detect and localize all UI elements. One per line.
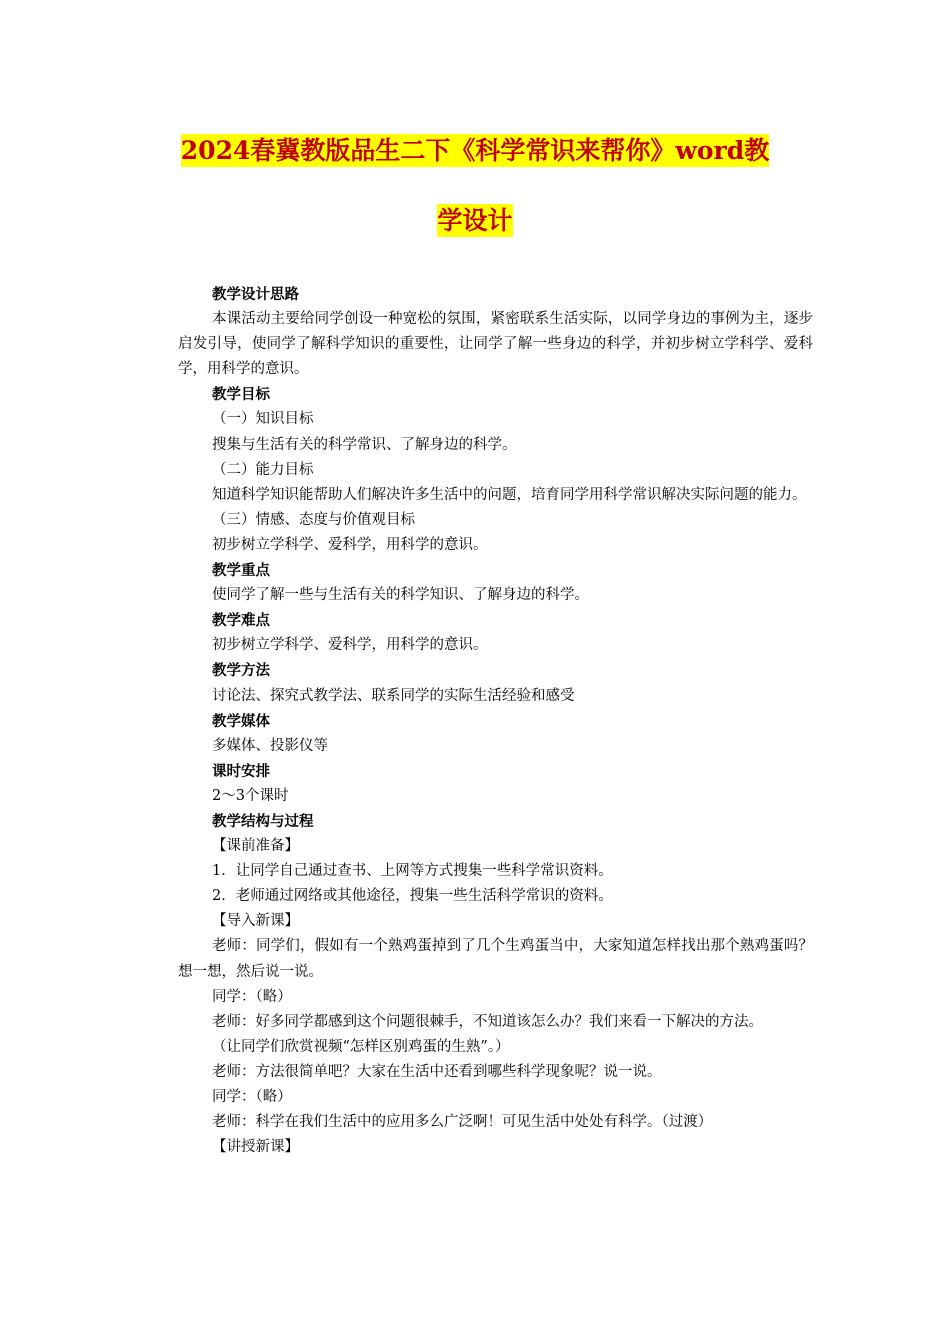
body-paragraph: 【讲授新课】 [212, 1139, 299, 1156]
body-paragraph: 使同学了解一些与生活有关的科学知识、了解身边的科学。 [212, 587, 589, 604]
body-paragraph: 搜集与生活有关的科学常识、了解身边的科学。 [212, 436, 517, 453]
body-paragraph: 知道科学知识能帮助人们解决许多生活中的问题，培育同学用科学常识解决实际问题的能力。 [212, 486, 807, 503]
body-paragraph: 2．老师通过网络或其他途径，搜集一些生活科学常识的资料。 [212, 888, 613, 905]
body-paragraph: 初步树立学科学、爱科学，用科学的意识。 [212, 536, 488, 553]
body-paragraph: 老师：方法很简单吧？大家在生活中还看到哪些科学现象呢？说一说。 [212, 1063, 662, 1080]
body-paragraph: 【课前准备】 [212, 838, 299, 855]
section-heading: 教学重点 [212, 562, 270, 580]
body-paragraph: 同学：（略） [212, 988, 292, 1005]
body-paragraph: 1．让同学自己通过查书、上网等方式搜集一些科学常识资料。 [212, 863, 613, 880]
body-paragraph: 同学：（略） [212, 1089, 292, 1105]
title-text-2: 学设计 [437, 206, 513, 235]
section-heading: 教学方法 [212, 662, 270, 680]
section-heading: 教学设计思路 [212, 286, 299, 303]
section-heading: 教学难点 [212, 612, 270, 630]
document-body [178, 282, 813, 1160]
section-heading: 教学结构与过程 [212, 812, 314, 830]
body-paragraph: （一）知识目标 [212, 411, 314, 428]
body-paragraph: （让同学们欣赏视频“怎样区别鸡蛋的生熟”。） [212, 1038, 510, 1055]
section-heading: 课时安排 [212, 762, 270, 780]
body-paragraph: 【导入新课】 [212, 913, 299, 930]
body-paragraph: 老师：好多同学都感到这个问题很棘手，不知道该怎么办？我们来看一下解决的方法。 [212, 1013, 763, 1030]
document-title-line-1 [150, 133, 800, 169]
body-paragraph: 本课活动主要给同学创设一种宽松的氛围，紧密联系生活实际，以同学身边的事例为主，逐步启发引导，使同学了解科学知识的重要性，让同学了解一些身边的科学，并初步树立学科学、爱科学，用科学的意识。 [178, 311, 813, 378]
section-heading: 教学媒体 [212, 712, 270, 730]
title-text-1: 2024春冀教版品生二下《科学常识来帮你》word教 [180, 136, 770, 165]
body-paragraph: 老师：同学们，假如有一个熟鸡蛋掉到了几个生鸡蛋当中，大家知道怎样找出那个熟鸡蛋吗？想一想，然后说一说。 [178, 938, 813, 980]
document-title-line-2 [150, 203, 800, 239]
body-paragraph: （二）能力目标 [212, 461, 314, 478]
body-paragraph: 多媒体、投影仪等 [212, 737, 328, 754]
body-paragraph: 2～3个课时 [212, 787, 289, 804]
body-paragraph: 老师：科学在我们生活中的应用多么广泛啊！可见生活中处处有科学。（过渡） [212, 1114, 713, 1131]
body-paragraph: （三）情感、态度与价值观目标 [212, 511, 415, 528]
body-paragraph: 初步树立学科学、爱科学，用科学的意识。 [212, 637, 488, 654]
section-heading: 教学目标 [212, 386, 270, 404]
body-paragraph: 讨论法、探究式教学法、联系同学的实际生活经验和感受 [212, 687, 575, 704]
